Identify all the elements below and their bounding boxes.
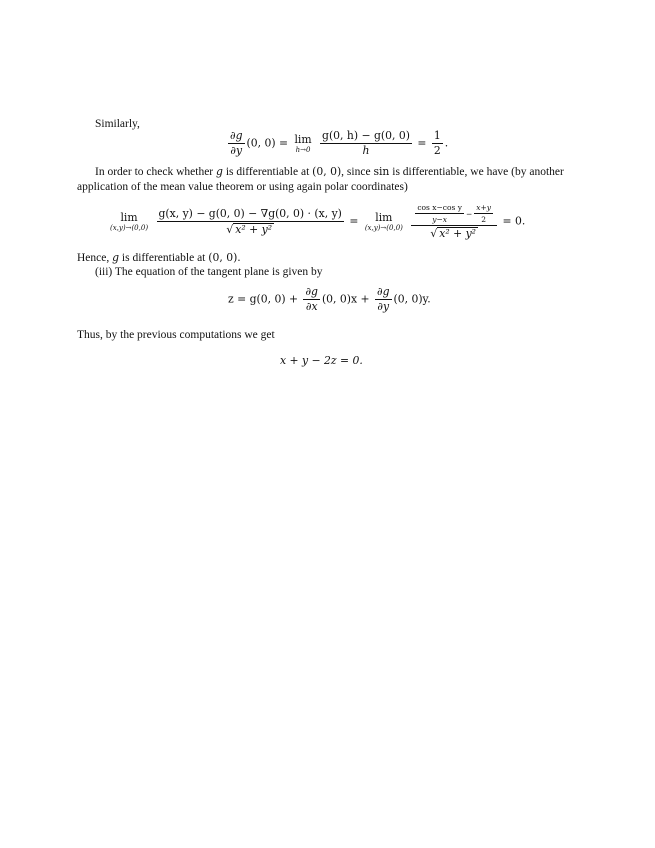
- fraction-remainder: $\frac{g(x, y) - g(0, 0) - \nabla g(0, 0) \cdot (x, y)}{\text{√ x² + y²}}$: [158, 206, 342, 236]
- text-paragraph-check-cont: application of the mean value theorem or using again polar coordinates): [77, 181, 408, 193]
- lim-label: lim: [294, 132, 312, 146]
- frac-num: ∂g: [377, 285, 390, 298]
- fraction-dg-dx: [303, 286, 320, 313]
- period: .: [444, 136, 449, 150]
- fraction-xy-half: [474, 203, 493, 224]
- text-paragraph-check: [95, 165, 564, 179]
- limit: [294, 134, 311, 154]
- frac-den: h: [362, 144, 370, 157]
- equals-zero: = 0.: [502, 214, 526, 228]
- eq-mid: (0, 0) =: [246, 136, 289, 150]
- lim-label: lim: [375, 210, 393, 224]
- lim-sub: (x,y)→(0,0): [110, 223, 149, 232]
- fraction-dg-dy: [375, 286, 392, 313]
- fraction-difference-quotient: [320, 130, 412, 157]
- text-span: , since: [341, 166, 371, 178]
- minus-sign: −: [465, 209, 473, 219]
- fraction-cos: [415, 203, 464, 224]
- text-similarly: Similarly,: [95, 118, 140, 130]
- limit: [110, 212, 148, 232]
- frac-num: x+y: [476, 203, 492, 212]
- text-span: In order to check whether: [95, 166, 214, 178]
- fraction-one-half: [432, 130, 443, 157]
- text-span: is differentiable at: [225, 166, 310, 178]
- frac-den: ∂y: [230, 144, 243, 157]
- frac-num: 1: [433, 129, 441, 142]
- lim-sub: (x,y)→(0,0): [364, 223, 403, 232]
- math-origin: (0, 0): [312, 165, 342, 178]
- equals-sign: =: [417, 136, 427, 150]
- frac-num: ∂g: [230, 129, 243, 142]
- text-span: is differentiable, we have (by another: [392, 166, 564, 178]
- frac-num: cos x−cos y: [417, 203, 462, 212]
- eq-part: (0, 0)x +: [321, 292, 370, 306]
- text-tangent-plane: (iii) The equation of the tangent plane is given by: [95, 266, 323, 278]
- frac-den: 2: [433, 144, 441, 157]
- sqrt-radicand: x² + y²: [439, 227, 477, 240]
- text-span: is differentiable at: [121, 252, 206, 264]
- fraction-dg-dy: [228, 130, 245, 157]
- text-thus: Thus, by the previous computations we get: [77, 329, 275, 341]
- equation-differentiability-limit: [107, 203, 525, 240]
- frac-den: ∂x: [305, 300, 318, 313]
- equation-partial-y: [226, 130, 448, 157]
- math-sin: sin: [373, 165, 390, 178]
- frac-den: 2: [481, 215, 487, 224]
- equation-tangent-plane: [228, 286, 431, 313]
- frac-num: ∂g: [305, 285, 318, 298]
- lim-sub: h→0: [295, 145, 311, 154]
- eq-part: (0, 0)y.: [393, 292, 431, 306]
- frac-den: ∂y: [377, 300, 390, 313]
- frac-num: g(x, y) − g(0, 0) − ∇g(0, 0) · (x, y): [158, 206, 342, 220]
- math-origin: (0, 0).: [208, 251, 241, 264]
- math-g: g: [216, 165, 223, 178]
- eq-part: z = g(0, 0) +: [228, 292, 299, 306]
- fraction-polar: $\frac{\text{cos x−cos y}}{y-x}$ − $\frac{x+y}{2}$ √ x² + y²: [411, 203, 497, 240]
- frac-num: g(0, h) − g(0, 0): [322, 129, 410, 142]
- lim-label: lim: [120, 210, 138, 224]
- text-hence: [77, 251, 241, 265]
- equation-plane-result: x + y − 2z = 0.: [280, 354, 363, 367]
- frac-den: y−x: [432, 215, 448, 224]
- limit-2: [365, 212, 403, 232]
- equals-sign: =: [349, 214, 359, 228]
- sqrt-radicand: x² + y²: [235, 222, 273, 236]
- text-span: Hence,: [77, 252, 110, 264]
- math-g: g: [112, 251, 120, 264]
- frac-num: [411, 203, 497, 226]
